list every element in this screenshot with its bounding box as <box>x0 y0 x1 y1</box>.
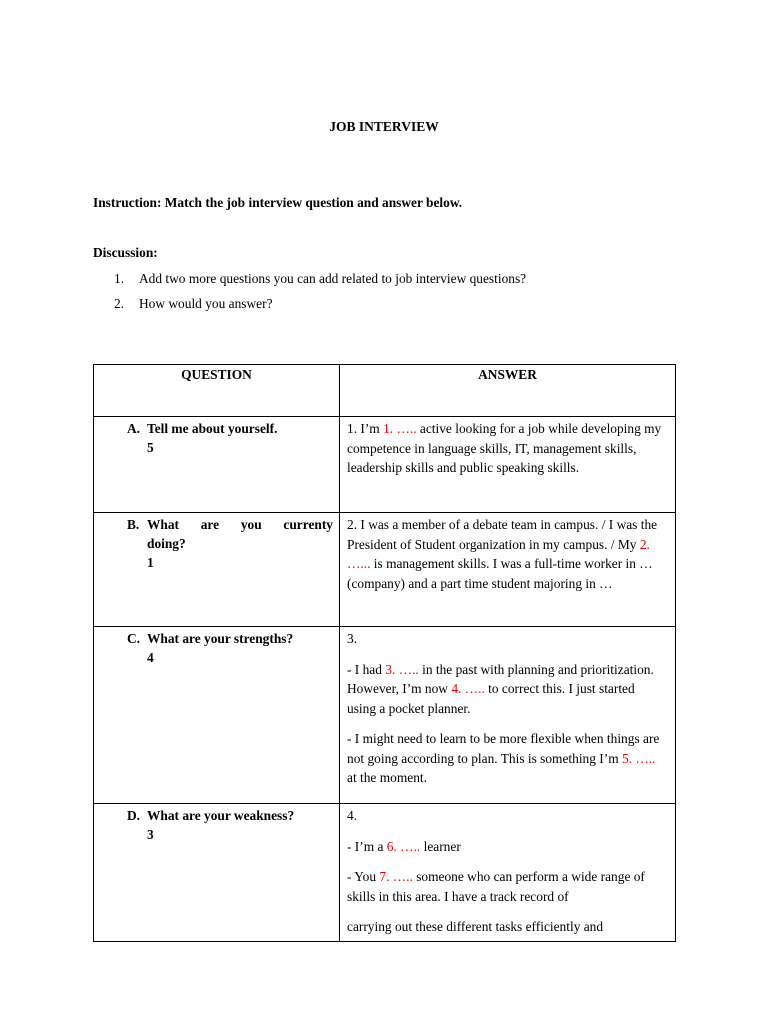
document-title: JOB INTERVIEW <box>329 119 439 134</box>
question-text-continued: doing? <box>147 536 186 551</box>
question-letter: A. <box>127 421 141 436</box>
blank-7: 7. ….. <box>379 869 413 884</box>
answer-paragraph: 1. I’m 1. ….. active looking for a job while developing my competence in language skills, IT, management skills, leadership skills and public speaking skills. <box>347 421 662 475</box>
instruction-text: Instruction: Match the job interview question and answer below. <box>93 195 463 210</box>
table-header-row <box>94 365 676 417</box>
answer-number: 4. <box>347 808 358 823</box>
question-letter: B. <box>127 517 140 532</box>
discussion-label: Discussion: <box>93 245 158 260</box>
answer-number: 3. <box>347 631 358 646</box>
answer-cell <box>340 627 676 804</box>
table-row <box>94 627 676 804</box>
list-item <box>114 296 526 321</box>
blank-3: 3. ….. <box>385 661 419 677</box>
table-row <box>94 804 676 942</box>
list-item-number: 1. <box>114 271 125 286</box>
question-cell <box>94 804 340 942</box>
table-row <box>94 417 676 513</box>
question-text: What are you currenty <box>147 517 333 532</box>
blank-6: 6. ….. <box>386 838 421 854</box>
answer-cell <box>340 417 676 513</box>
list-item-number: 2. <box>114 296 125 311</box>
answer-paragraph: - I’m a 6. ….. learner <box>347 838 461 854</box>
answer-paragraph: 2. I was a member of a debate team in campus. / I was the President of Student organization in my campus. / My 2. …... is management skills. I was a full-time worker in … (company) and a part time student majoring in … <box>347 517 658 591</box>
answer-paragraph: - I might need to learn to be more flexible when things are not going according to plan. This is something I’m 5. ….. at the moment. <box>347 731 660 785</box>
answer-paragraph: carrying out these different tasks efficiently and <box>347 919 604 934</box>
discussion-list <box>114 271 526 321</box>
question-letter: D. <box>127 808 141 823</box>
matched-number: 5 <box>147 440 154 455</box>
answer-header: ANSWER <box>340 365 676 417</box>
question-header: QUESTION <box>94 365 340 417</box>
list-item <box>114 271 526 296</box>
question-cell <box>94 627 340 804</box>
question-text: Tell me about yourself. <box>147 421 278 436</box>
answer-paragraph: - You 7. ….. someone who can perform a wide range of skills in this area. I have a track record of <box>347 869 645 904</box>
answer-cell <box>340 513 676 627</box>
question-cell <box>94 417 340 513</box>
question-answer-table <box>93 364 676 942</box>
blank-4: 4. ….. <box>451 681 485 696</box>
question-cell <box>94 513 340 627</box>
question-text: What are your weakness? <box>147 808 295 823</box>
matched-number: 3 <box>147 827 154 842</box>
answer-paragraph: - I had 3. ….. in the past with planning and prioritization. However, I’m now 4. ….. to correct this. I just started using a pocket planner. <box>347 661 654 716</box>
blank-5: 5. ….. <box>621 750 656 766</box>
list-item-text: How would you answer? <box>139 296 273 311</box>
answer-cell <box>340 804 676 942</box>
blank-1: 1. ….. <box>383 421 417 436</box>
question-text: What are your strengths? <box>147 631 294 646</box>
question-letter: C. <box>127 631 141 646</box>
blank-2: 2. …... <box>347 536 650 571</box>
list-item-text: Add two more questions you can add related to job interview questions? <box>139 271 527 286</box>
matched-number: 4 <box>147 650 154 665</box>
table-row <box>94 513 676 627</box>
matched-number: 1 <box>147 555 154 570</box>
